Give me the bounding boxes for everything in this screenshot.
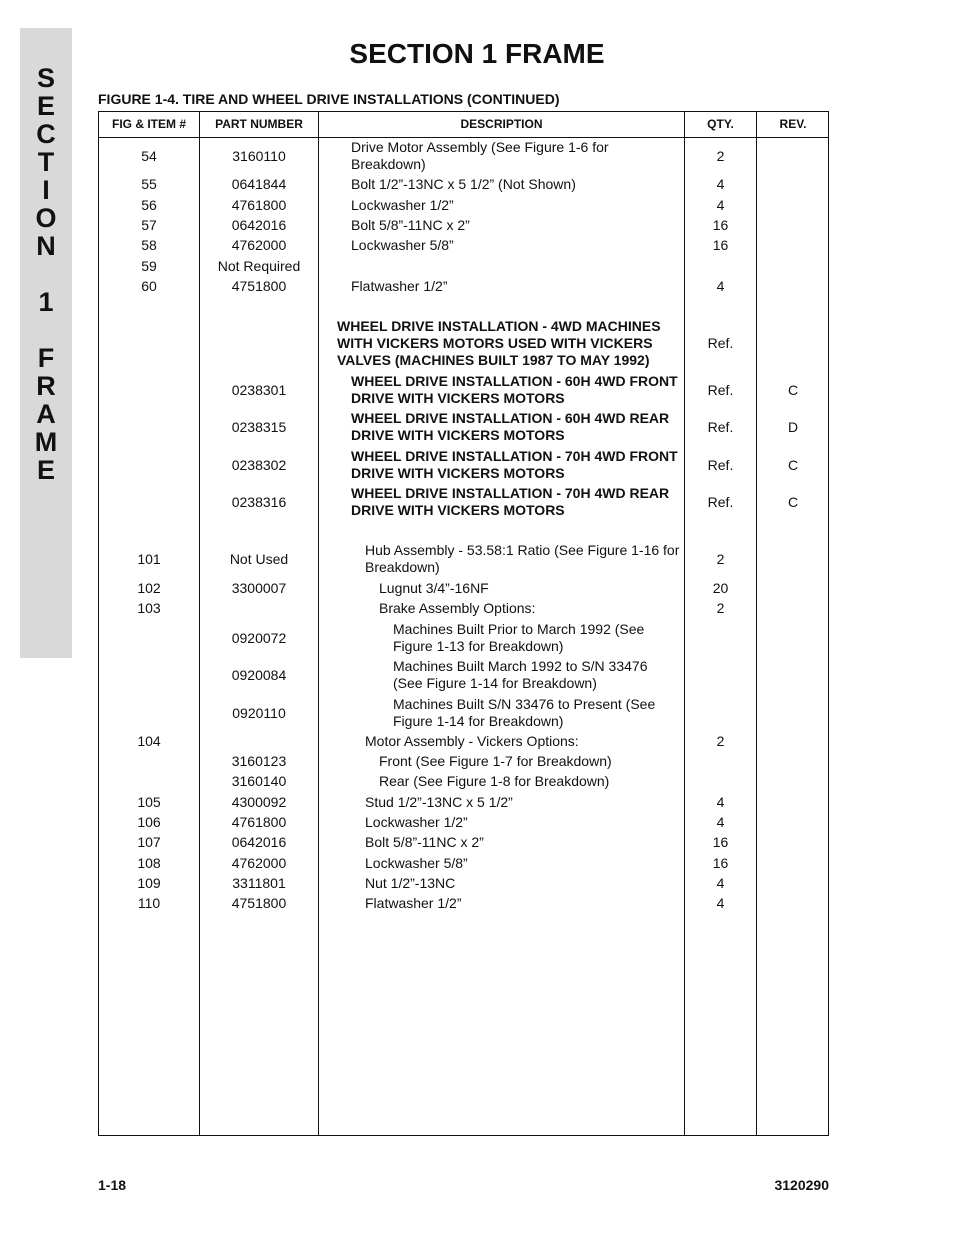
- row-qty: 16: [712, 855, 729, 871]
- side-tab-letter: [20, 260, 72, 288]
- row-qty: Ref.: [707, 418, 734, 435]
- side-tab-letter: N: [36, 231, 56, 261]
- row-part-number: 4762000: [231, 237, 287, 253]
- row-qty: 2: [716, 600, 725, 616]
- row-part-number: 3160140: [231, 773, 287, 789]
- row-item-number: 106: [137, 814, 161, 830]
- row-qty: Ref.: [707, 493, 734, 510]
- row-description: Flatwasher 1/2”: [351, 278, 448, 294]
- row-item-number: 102: [137, 580, 161, 596]
- row-item-number: 56: [141, 197, 157, 213]
- header-part-number: PART NUMBER: [215, 117, 303, 131]
- row-qty: 2: [716, 550, 725, 567]
- row-rev: C: [787, 456, 799, 473]
- row-qty: 4: [716, 176, 725, 192]
- row-part-number: 0238301: [231, 381, 287, 398]
- row-item-number: 104: [137, 733, 161, 749]
- row-item-number: 60: [141, 278, 157, 294]
- row-part-number: 4761800: [231, 197, 287, 213]
- row-description: Machines Built Prior to March 1992 (See Figure 1-13 for Breakdown): [393, 621, 645, 654]
- row-qty: 16: [712, 237, 729, 253]
- row-part-number: Not Used: [229, 550, 289, 567]
- row-description: Lockwasher 1/2”: [365, 814, 468, 830]
- header-rev: REV.: [779, 117, 807, 131]
- figure-title: FIGURE 1-4. TIRE AND WHEEL DRIVE INSTALLATIONS (CONTINUED): [98, 91, 560, 107]
- side-tab-letter: M: [34, 427, 58, 457]
- row-qty: 16: [712, 834, 729, 850]
- row-qty: 4: [716, 895, 725, 911]
- row-part-number: 3311801: [232, 875, 286, 891]
- row-item-number: 58: [141, 237, 157, 253]
- row-part-number: 3300007: [231, 580, 287, 596]
- row-description: Hub Assembly - 53.58:1 Ratio (See Figure 1-16 for Breakdown): [365, 542, 680, 575]
- row-description: Bolt 5/8”-11NC x 2”: [351, 217, 470, 233]
- row-description: WHEEL DRIVE INSTALLATION - 60H 4WD FRONT DRIVE WITH VICKERS MOTORS: [351, 373, 678, 406]
- row-item-number: 108: [137, 855, 161, 871]
- row-item-number: 57: [141, 217, 157, 233]
- row-item-number: 105: [137, 794, 161, 810]
- row-part-number: 4762000: [231, 855, 287, 871]
- row-part-number: 4761800: [231, 814, 287, 830]
- row-part-number: 0642016: [231, 217, 287, 233]
- row-part-number: 3160123: [231, 753, 287, 769]
- row-description: Rear (See Figure 1-8 for Breakdown): [379, 773, 610, 789]
- parts-table: [98, 111, 829, 1136]
- row-part-number: 0641844: [231, 176, 287, 192]
- section-side-tab: [20, 28, 72, 658]
- row-item-number: 109: [137, 875, 161, 891]
- side-tab-letter: [20, 316, 72, 344]
- row-qty: 4: [716, 197, 725, 213]
- row-description: Motor Assembly - Vickers Options:: [365, 733, 579, 749]
- row-description: Bolt 5/8”-11NC x 2”: [365, 834, 484, 850]
- row-description: WHEEL DRIVE INSTALLATION - 60H 4WD REAR DRIVE WITH VICKERS MOTORS: [351, 410, 670, 443]
- row-part-number: 4751800: [231, 278, 287, 294]
- side-tab-letter: S: [36, 63, 55, 93]
- header-qty: QTY.: [707, 117, 734, 131]
- row-description: Machines Built March 1992 to S/N 33476 (See Figure 1-14 for Breakdown): [393, 658, 648, 691]
- row-qty: 4: [716, 875, 725, 891]
- row-description: Lockwasher 5/8”: [365, 855, 468, 871]
- row-description: WHEEL DRIVE INSTALLATION - 4WD MACHINES WITH VICKERS MOTORS USED WITH VICKERS VALVES (MACHINES BUILT 1987 TO MAY 1992): [337, 318, 661, 368]
- row-item-number: 54: [141, 147, 157, 164]
- row-item-number: 103: [137, 600, 161, 616]
- row-qty: 4: [716, 278, 725, 294]
- row-part-number: 0238316: [231, 493, 287, 510]
- row-description: Flatwasher 1/2”: [365, 895, 462, 911]
- row-description: WHEEL DRIVE INSTALLATION - 70H 4WD FRONT DRIVE WITH VICKERS MOTORS: [351, 448, 678, 481]
- row-qty: Ref.: [707, 456, 734, 473]
- side-tab-letter: T: [37, 147, 55, 177]
- row-description: Machines Built S/N 33476 to Present (See Figure 1-14 for Breakdown): [393, 696, 656, 729]
- row-item-number: 107: [137, 834, 161, 850]
- row-part-number: 0920072: [231, 629, 287, 646]
- row-item-number: 59: [141, 258, 157, 274]
- row-item-number: 110: [137, 895, 161, 911]
- row-description: Drive Motor Assembly (See Figure 1-6 for Breakdown): [351, 139, 609, 172]
- side-tab-letter: R: [36, 371, 56, 401]
- row-description: Lockwasher 1/2”: [351, 197, 454, 213]
- side-tab-letter: O: [35, 203, 57, 233]
- side-tab-letter: 1: [38, 287, 54, 317]
- row-description: Nut 1/2”-13NC: [365, 875, 456, 891]
- row-part-number: 3160110: [232, 147, 286, 164]
- row-description: Stud 1/2”-13NC x 5 1/2”: [365, 794, 513, 810]
- row-part-number: 0238302: [231, 456, 287, 473]
- side-tab-letter: A: [36, 399, 56, 429]
- row-description: Brake Assembly Options:: [379, 600, 536, 616]
- header-description: DESCRIPTION: [460, 117, 543, 131]
- row-qty: 20: [712, 580, 729, 596]
- row-description: WHEEL DRIVE INSTALLATION - 70H 4WD REAR DRIVE WITH VICKERS MOTORS: [351, 485, 670, 518]
- row-qty: Ref.: [707, 381, 734, 398]
- row-qty: 2: [716, 733, 725, 749]
- row-qty: 4: [716, 814, 725, 830]
- row-part-number: 4300092: [231, 794, 287, 810]
- row-qty: 16: [712, 217, 729, 233]
- row-item-number: 101: [137, 550, 161, 567]
- document-number: 3120290: [774, 1177, 829, 1193]
- page-number: 1-18: [98, 1177, 127, 1193]
- row-part-number: 0238315: [231, 418, 287, 435]
- row-qty: 2: [716, 147, 725, 164]
- side-tab-letter: C: [36, 119, 56, 149]
- side-tab-letter: I: [42, 175, 50, 205]
- column-divider: [684, 112, 685, 1135]
- header-divider: [99, 137, 828, 138]
- row-rev: C: [787, 381, 799, 398]
- row-description: Lockwasher 5/8”: [351, 237, 454, 253]
- row-description: Lugnut 3/4”-16NF: [379, 580, 489, 596]
- row-rev: D: [787, 418, 799, 435]
- row-part-number: 0642016: [231, 834, 287, 850]
- row-item-number: 55: [141, 176, 157, 192]
- side-tab-letter: E: [36, 455, 55, 485]
- side-tab-letters: [20, 64, 72, 484]
- row-rev: C: [787, 493, 799, 510]
- row-part-number: 0920084: [231, 666, 287, 683]
- row-part-number: 4751800: [231, 895, 287, 911]
- row-part-number: 0920110: [232, 704, 286, 721]
- row-description: Bolt 1/2”-13NC x 5 1/2” (Not Shown): [351, 176, 576, 192]
- row-description: Front (See Figure 1-7 for Breakdown): [379, 753, 612, 769]
- column-divider: [756, 112, 757, 1135]
- side-tab-letter: F: [37, 343, 55, 373]
- row-part-number: Not Required: [217, 258, 301, 274]
- row-description: [351, 258, 680, 275]
- header-item: FIG & ITEM #: [111, 117, 186, 131]
- row-qty: 4: [716, 794, 725, 810]
- row-qty: Ref.: [707, 335, 734, 351]
- column-divider: [318, 112, 319, 1135]
- side-tab-letter: E: [36, 91, 55, 121]
- page-title: SECTION 1 FRAME: [349, 38, 605, 69]
